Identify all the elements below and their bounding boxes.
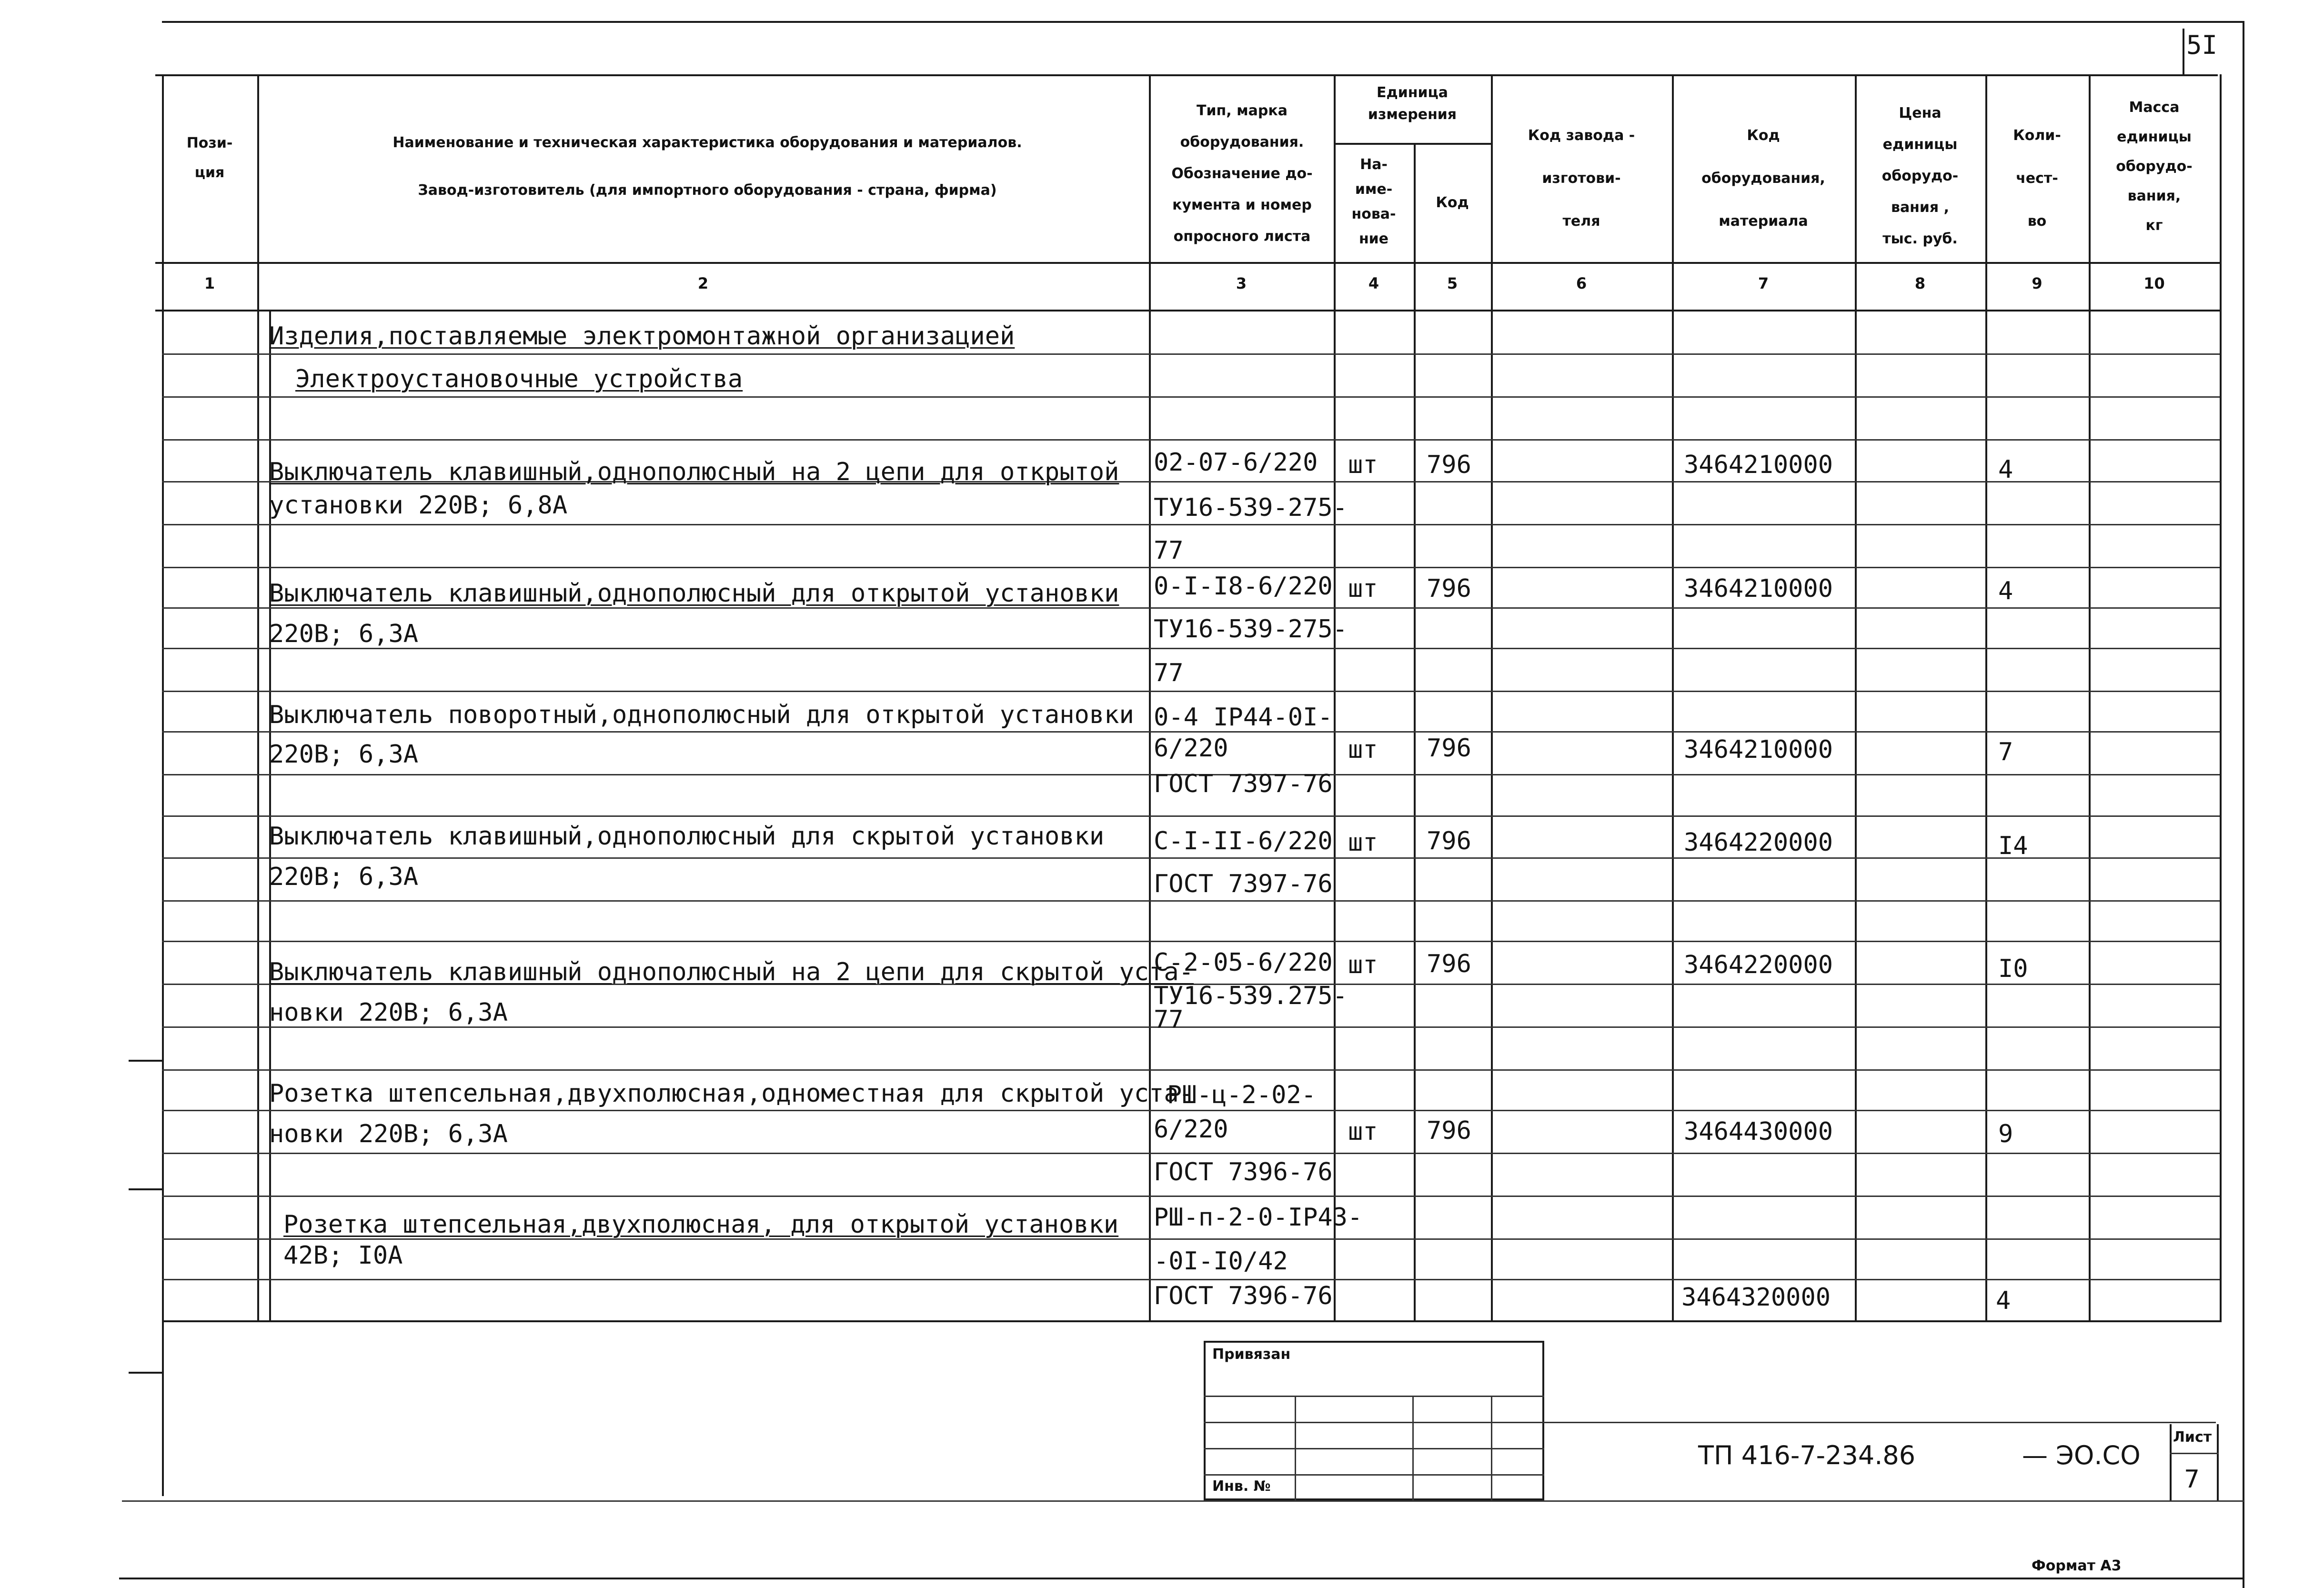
row-line xyxy=(162,941,2220,942)
col-line-8 xyxy=(1985,74,1987,1322)
item-type-line: 6/220 xyxy=(1154,734,1228,763)
row-line xyxy=(162,857,2220,859)
item-unit-code: 796 xyxy=(1427,1116,1471,1145)
unit-group-divider xyxy=(1334,143,1491,145)
item-type-line: ГОСТ 7396-76 xyxy=(1154,1282,1333,1310)
col-number-1: 1 xyxy=(204,274,215,292)
item-quantity: 4 xyxy=(1996,1286,2011,1315)
row-line xyxy=(162,691,2220,692)
table-bottom-line xyxy=(162,1320,2220,1322)
column-number-bottom-line xyxy=(155,310,2220,312)
frame-bottom-line xyxy=(119,1578,2244,1579)
stamp-line xyxy=(1412,1396,1414,1500)
item-name-line: Розетка штепсельная,двухполюсная, для открытой установки xyxy=(283,1210,1119,1239)
item-name-line: Выключатель клавишный,однополюсный на 2 цепи для открытой xyxy=(269,458,1119,486)
item-quantity: 4 xyxy=(1998,577,2013,605)
stamp-divider xyxy=(1544,1422,2216,1423)
col-line-4 xyxy=(1414,143,1416,1322)
item-type-line: 77 xyxy=(1154,659,1184,687)
corner-box-left xyxy=(2183,29,2184,75)
item-unit-code: 796 xyxy=(1427,574,1471,603)
row-line xyxy=(162,353,2220,355)
stamp-linked-box xyxy=(1204,1341,1544,1500)
row-line xyxy=(162,567,2220,568)
item-material-code: 3464430000 xyxy=(1684,1117,1833,1146)
item-unit: шт xyxy=(1348,828,1378,857)
item-unit-code: 796 xyxy=(1427,827,1471,855)
item-type-line: 77 xyxy=(1154,536,1184,565)
item-unit-code: 796 xyxy=(1427,950,1471,978)
col-number-6: 6 xyxy=(1576,274,1587,292)
col-line-7 xyxy=(1855,74,1857,1322)
col-line-5 xyxy=(1491,74,1493,1322)
frame-inner-bottom-line xyxy=(122,1500,2244,1502)
item-unit: шт xyxy=(1348,951,1378,979)
col-line-2 xyxy=(1149,74,1151,1322)
item-unit: шт xyxy=(1348,1117,1378,1146)
col-number-2: 2 xyxy=(697,274,709,292)
item-type-line: РШ-ц-2-02- xyxy=(1167,1081,1317,1109)
item-material-code: 3464220000 xyxy=(1684,951,1833,979)
section-title: Изделия,поставляемые электромонтажной организацией xyxy=(269,322,1015,351)
row-line xyxy=(162,1153,2220,1154)
row-line xyxy=(162,815,2220,817)
table-top-line xyxy=(155,74,2218,76)
stamp-line xyxy=(1295,1396,1296,1500)
item-quantity: I0 xyxy=(1998,955,2028,983)
item-type-line: -0I-I0/42 xyxy=(1154,1247,1288,1276)
stamp-linked-label: Привязан xyxy=(1212,1346,1291,1363)
item-type-line: С-2-05-6/220 xyxy=(1154,948,1333,977)
col-number-9: 9 xyxy=(2032,274,2042,292)
margin-tick xyxy=(129,1060,162,1062)
row-line xyxy=(162,1196,2220,1197)
header-quantity: Коли- чест- во xyxy=(2013,127,2061,230)
item-name-line: 220В; 6,3А xyxy=(269,620,419,648)
header-bottom-line xyxy=(155,262,2220,264)
row-line xyxy=(162,396,2220,398)
item-type-line: 02-07-6/220 xyxy=(1154,448,1318,477)
row-line xyxy=(162,1110,2220,1111)
item-type-line: РШ-п-2-0-IP43- xyxy=(1154,1203,1363,1232)
item-name-line: Выключатель клавишный,однополюсный для скрытой установки xyxy=(269,822,1105,851)
row-line xyxy=(162,1069,2220,1071)
margin-tick xyxy=(129,1188,162,1190)
stamp-line xyxy=(1491,1396,1492,1500)
item-material-code: 3464210000 xyxy=(1684,451,1833,479)
stamp-line xyxy=(1204,1396,1544,1397)
item-material-code: 3464210000 xyxy=(1684,574,1833,603)
item-type-line: ТУ16-539-275- xyxy=(1154,615,1348,643)
sheet-label: Лист xyxy=(2173,1429,2212,1446)
col-line-3 xyxy=(1334,74,1336,1322)
header-unit-group: Единица измерения xyxy=(1368,84,1457,123)
header-price: Цена единицы оборудо- вания , тыс. руб. xyxy=(1881,105,1959,247)
header-position: Пози- ция xyxy=(186,135,233,181)
header-manufacturer-code: Код завода - изготови- теля xyxy=(1528,127,1635,230)
header-unit-name: На- име- нова- ние xyxy=(1351,156,1396,247)
frame-top-line xyxy=(162,21,2244,23)
col-number-5: 5 xyxy=(1447,274,1458,292)
item-name-line: новки 220В; 6,3А xyxy=(269,1120,508,1148)
item-unit: шт xyxy=(1348,574,1378,603)
item-name-line: Выключатель клавишный,однополюсный для открытой установки xyxy=(269,579,1119,608)
stamp-line xyxy=(1204,1448,1544,1449)
subsection-title: Электроустановочные устройства xyxy=(295,365,743,393)
stamp-line xyxy=(1204,1474,1544,1476)
item-type-line: С-I-II-6/220 xyxy=(1154,827,1333,855)
frame-right-line xyxy=(2243,21,2244,1588)
item-type-line: ГОСТ 7396-76 xyxy=(1154,1158,1333,1186)
col-number-4: 4 xyxy=(1368,274,1379,292)
item-type-line: ГОСТ 7397-76 xyxy=(1154,870,1333,898)
col-line-9 xyxy=(2089,74,2091,1322)
item-type-line: 0-I-I8-6/220 xyxy=(1154,572,1333,601)
item-name-line: новки 220В; 6,3А xyxy=(269,998,508,1027)
col-number-8: 8 xyxy=(1914,274,1926,292)
document-suffix: — ЭО.СО xyxy=(2022,1440,2141,1470)
format-label: Формат А3 xyxy=(2032,1558,2122,1574)
header-unit-code: Код xyxy=(1436,194,1469,211)
item-material-code: 3464320000 xyxy=(1681,1283,1831,1312)
item-type-line: 0-4 IP44-0I- xyxy=(1154,703,1333,732)
item-unit: шт xyxy=(1348,735,1378,764)
row-line xyxy=(162,524,2220,525)
item-name-line: 220В; 6,3А xyxy=(269,740,419,769)
header-type: Тип, марка оборудования. Обозначение до- кумента и номер опросного листа xyxy=(1171,102,1313,245)
col-number-7: 7 xyxy=(1758,274,1769,292)
item-unit: шт xyxy=(1348,451,1378,479)
item-type-line: ТУ16-539-275- xyxy=(1154,493,1348,522)
item-type-line: 77 xyxy=(1154,1005,1184,1034)
margin-tick xyxy=(129,1372,162,1374)
header-mass: Масса единицы оборудо- вания, кг xyxy=(2116,99,2193,234)
row-line xyxy=(162,1279,2220,1280)
col-line-6 xyxy=(1672,74,1674,1322)
row-line xyxy=(162,439,2220,441)
header-name: Наименование и техническая характеристика оборудования и материалов. Завод-изготовитель (для импортного оборудования - страна, фирма) xyxy=(392,134,1022,199)
item-name-line: 220В; 6,3А xyxy=(269,863,419,891)
item-material-code: 3464220000 xyxy=(1684,828,1833,857)
sheet-number: 7 xyxy=(2184,1465,2200,1494)
item-name-line: установки 220В; 6,8А xyxy=(269,491,568,520)
item-name-line: 42В; I0А xyxy=(283,1241,403,1270)
col-number-3: 3 xyxy=(1236,274,1247,292)
item-material-code: 3464210000 xyxy=(1684,735,1833,764)
item-type-line: ГОСТ 7397-76 xyxy=(1154,770,1333,798)
col-number-10: 10 xyxy=(2143,274,2165,292)
item-quantity: 9 xyxy=(1998,1120,2013,1148)
item-quantity: I4 xyxy=(1998,832,2028,860)
item-name-line: Выключатель поворотный,однополюсный для открытой установки xyxy=(269,701,1134,729)
item-quantity: 4 xyxy=(1998,455,2013,484)
item-type-line: 6/220 xyxy=(1154,1115,1228,1144)
item-unit-code: 796 xyxy=(1427,451,1471,479)
item-name-line: Выключатель клавишный однополюсный на 2 цепи для скрытой уста- xyxy=(269,958,1194,986)
col-line-1 xyxy=(257,74,259,1322)
stamp-inv-label: Инв. № xyxy=(1212,1478,1271,1495)
row-line xyxy=(162,648,2220,649)
item-unit-code: 796 xyxy=(1427,734,1471,763)
sheet-corner-number: 5I xyxy=(2186,30,2218,60)
row-line xyxy=(162,900,2220,902)
col-line-10 xyxy=(2220,74,2222,1322)
document-code: ТП 416-7-234.86 xyxy=(1698,1440,1916,1470)
item-name-line: Розетка штепсельная,двухполюсная,одноместная для скрытой уста- xyxy=(269,1079,1194,1108)
item-quantity: 7 xyxy=(1998,738,2013,766)
stamp-line xyxy=(1204,1422,1544,1423)
header-material-code: Код оборудования, материала xyxy=(1701,127,1825,230)
item-type-line: ТУ16-539.275- xyxy=(1154,982,1348,1010)
sheet-number-divider xyxy=(2170,1453,2219,1454)
